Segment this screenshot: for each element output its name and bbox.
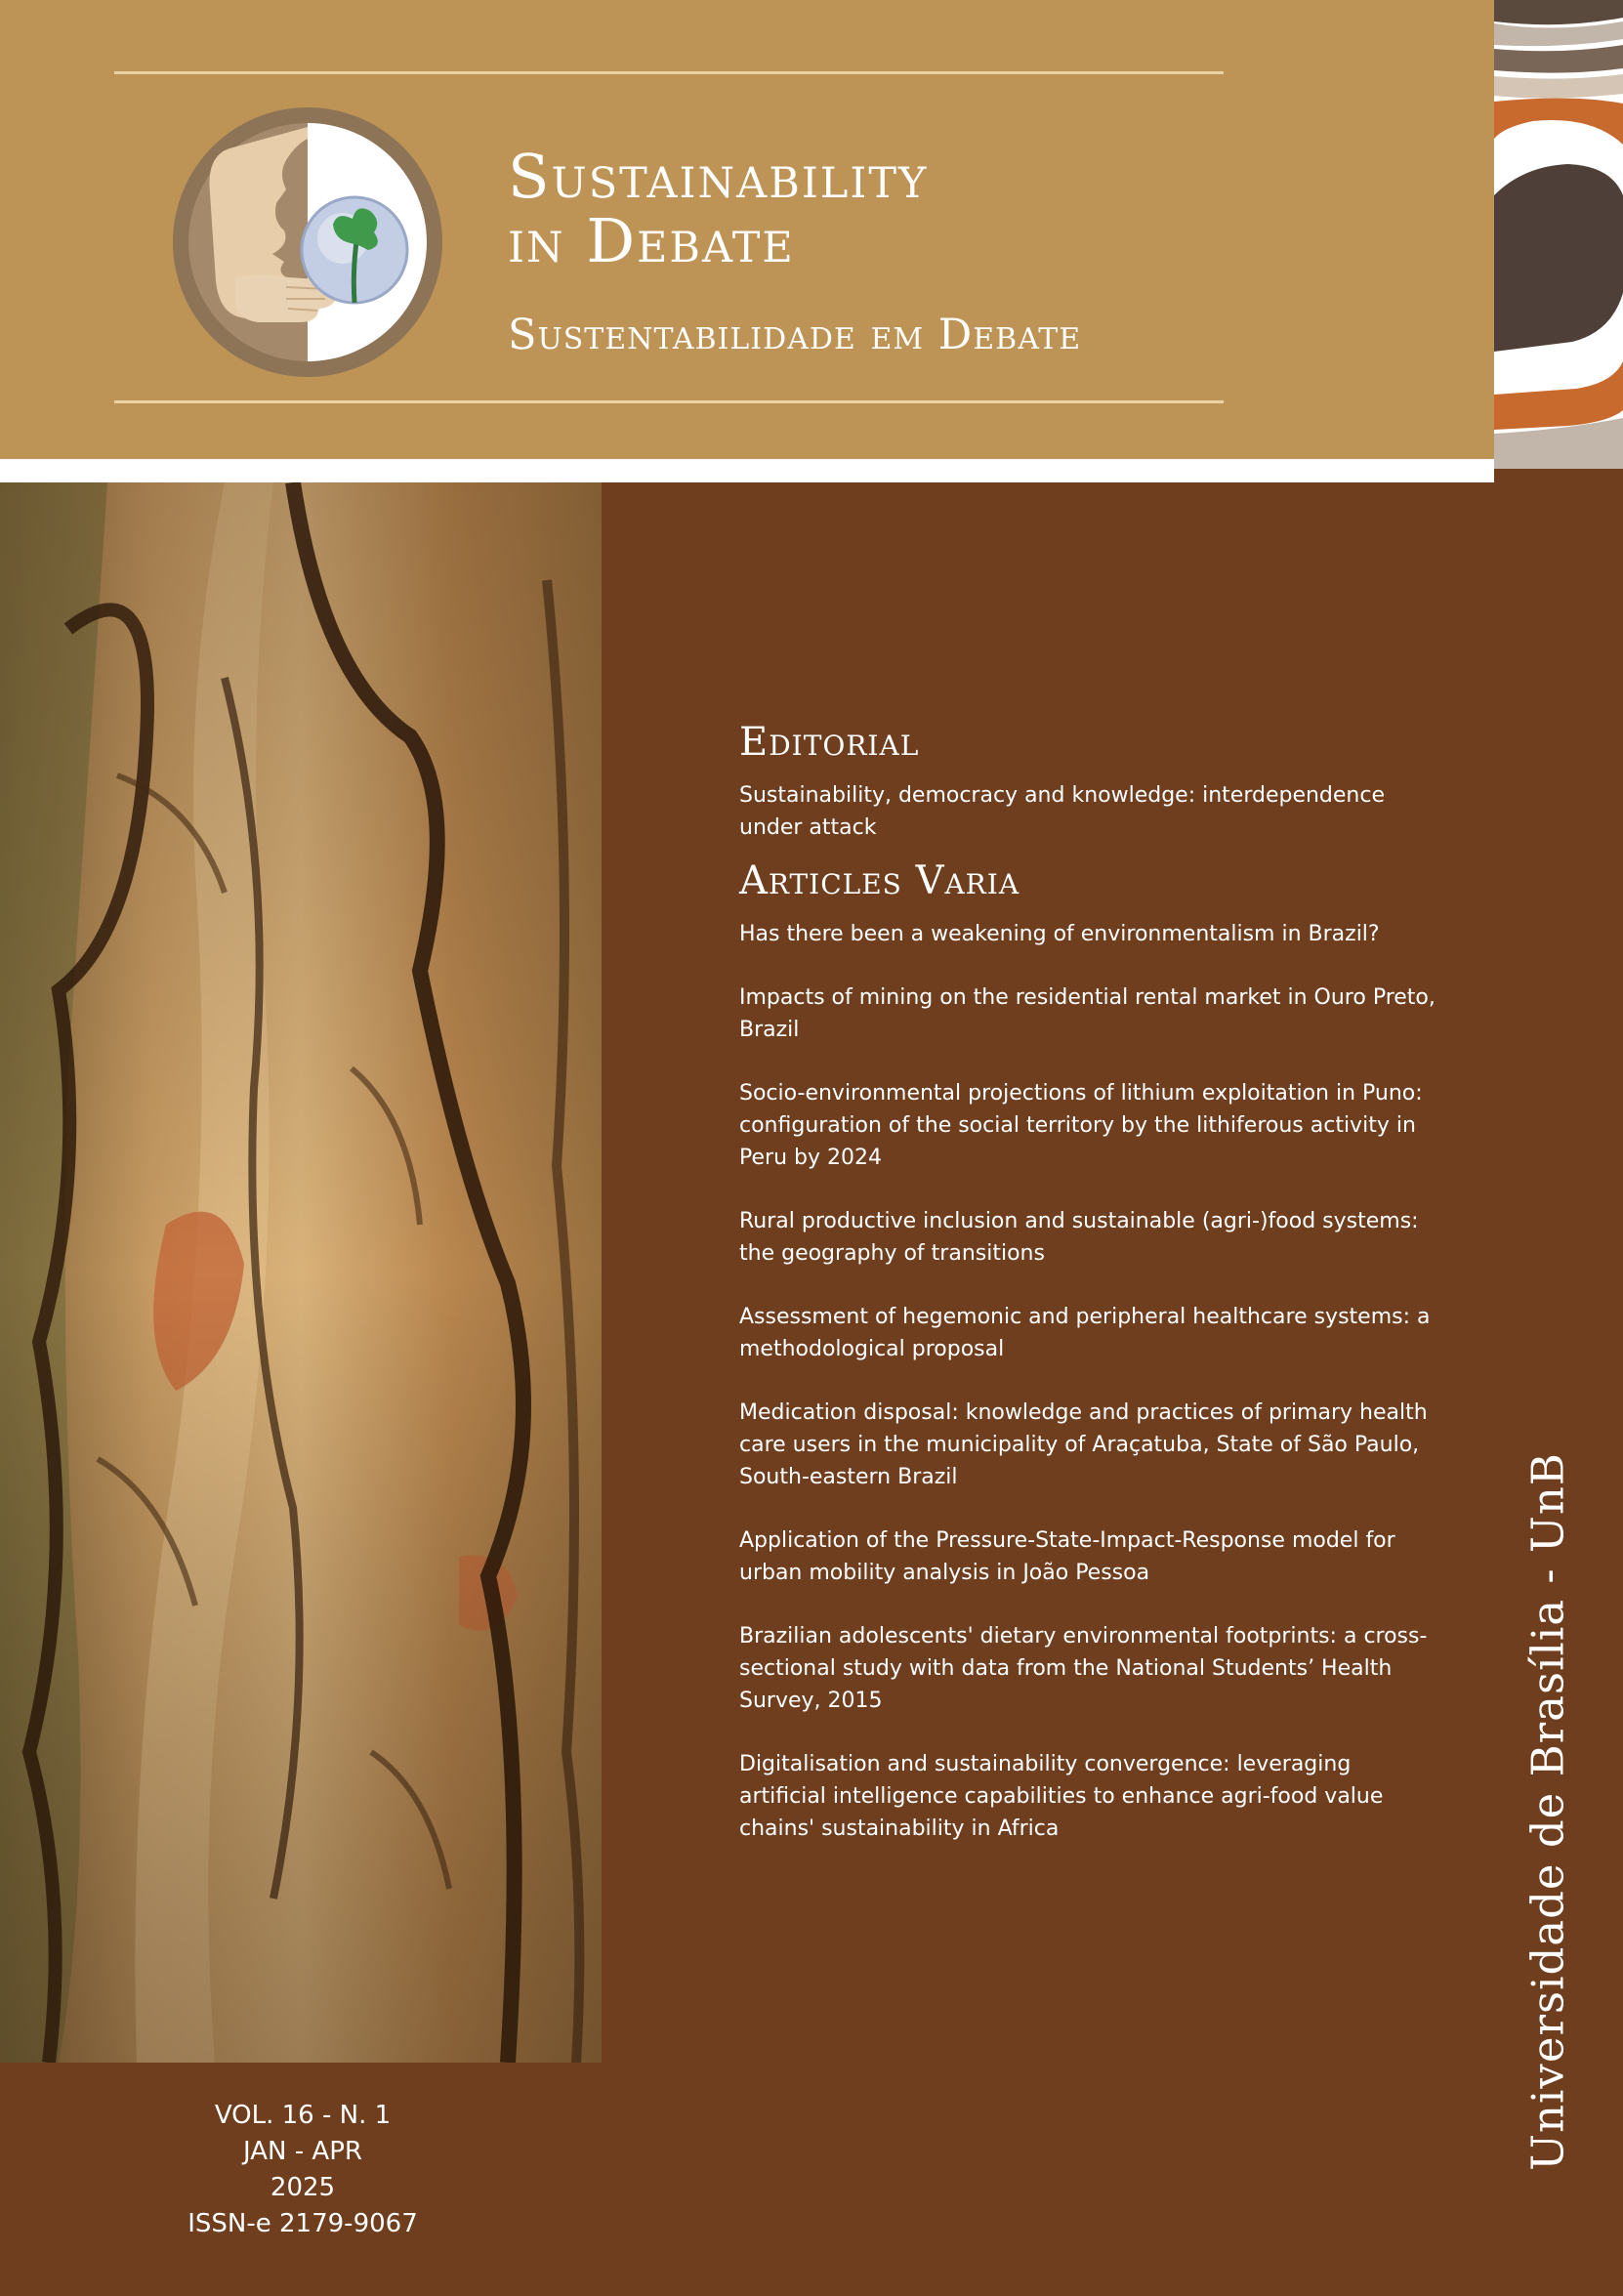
article-item: Digitalisation and sustainability convergence: leveraging artificial intelligence capabilities to enhance agri-food value chains' sustainability in Africa xyxy=(739,1752,1384,1841)
decorative-stripes-icon xyxy=(1494,0,1623,469)
journal-title-line1: Sustainability xyxy=(508,141,929,212)
university-name: Universidade de Brasília - UnB xyxy=(1521,1452,1574,2171)
editorial-heading: Editorial xyxy=(739,720,920,765)
article-item: Rural productive inclusion and sustainable (agri-)food systems: the geography of transitions xyxy=(739,1209,1419,1266)
articles-heading: Articles Varia xyxy=(739,858,1020,903)
journal-subtitle: Sustentabilidade em Debate xyxy=(508,311,1082,359)
article-item: Medication disposal: knowledge and practices of primary health care users in the municipality of Araçatuba, State of São Paulo, South-eastern Brazil xyxy=(739,1400,1428,1489)
cover-header xyxy=(0,0,1494,459)
issue-volume: VOL. 16 - N. 1 xyxy=(214,2101,392,2130)
article-item: Socio-environmental projections of lithium exploitation in Puno: configuration of the social territory by the lithiferous activity in Peru by 2024 xyxy=(739,1081,1423,1170)
journal-logo-icon xyxy=(171,105,444,379)
issue-issn: ISSN-e 2179-9067 xyxy=(187,2209,418,2238)
article-item: Brazilian adolescents' dietary environmental footprints: a cross-sectional study with data from the National Students’ Health Survey, 2015 xyxy=(739,1624,1428,1713)
issue-info xyxy=(166,2098,439,2242)
journal-title-line2: in Debate xyxy=(508,205,795,276)
editorial-item: Sustainability, democracy and knowledge: interdependence under attack xyxy=(739,783,1385,840)
article-item: Assessment of hegemonic and peripheral healthcare systems: a methodological proposal xyxy=(739,1305,1431,1361)
article-item: Impacts of mining on the residential rental market in Ouro Preto, Brazil xyxy=(739,985,1436,1042)
issue-year: 2025 xyxy=(270,2173,336,2202)
header-rule-bottom xyxy=(114,400,1224,403)
university-name-container xyxy=(1504,1397,1592,2227)
tree-bark-image xyxy=(0,482,602,2063)
table-of-contents xyxy=(739,719,1442,1876)
journal-title xyxy=(508,141,1289,276)
issue-period: JAN - APR xyxy=(243,2137,362,2166)
header-rule-top xyxy=(114,71,1224,74)
header-divider-strip xyxy=(0,459,1494,482)
article-item: Application of the Pressure-State-Impact-Response model for urban mobility analysis in João Pessoa xyxy=(739,1528,1395,1585)
article-item: Has there been a weakening of environmentalism in Brazil? xyxy=(739,922,1380,946)
